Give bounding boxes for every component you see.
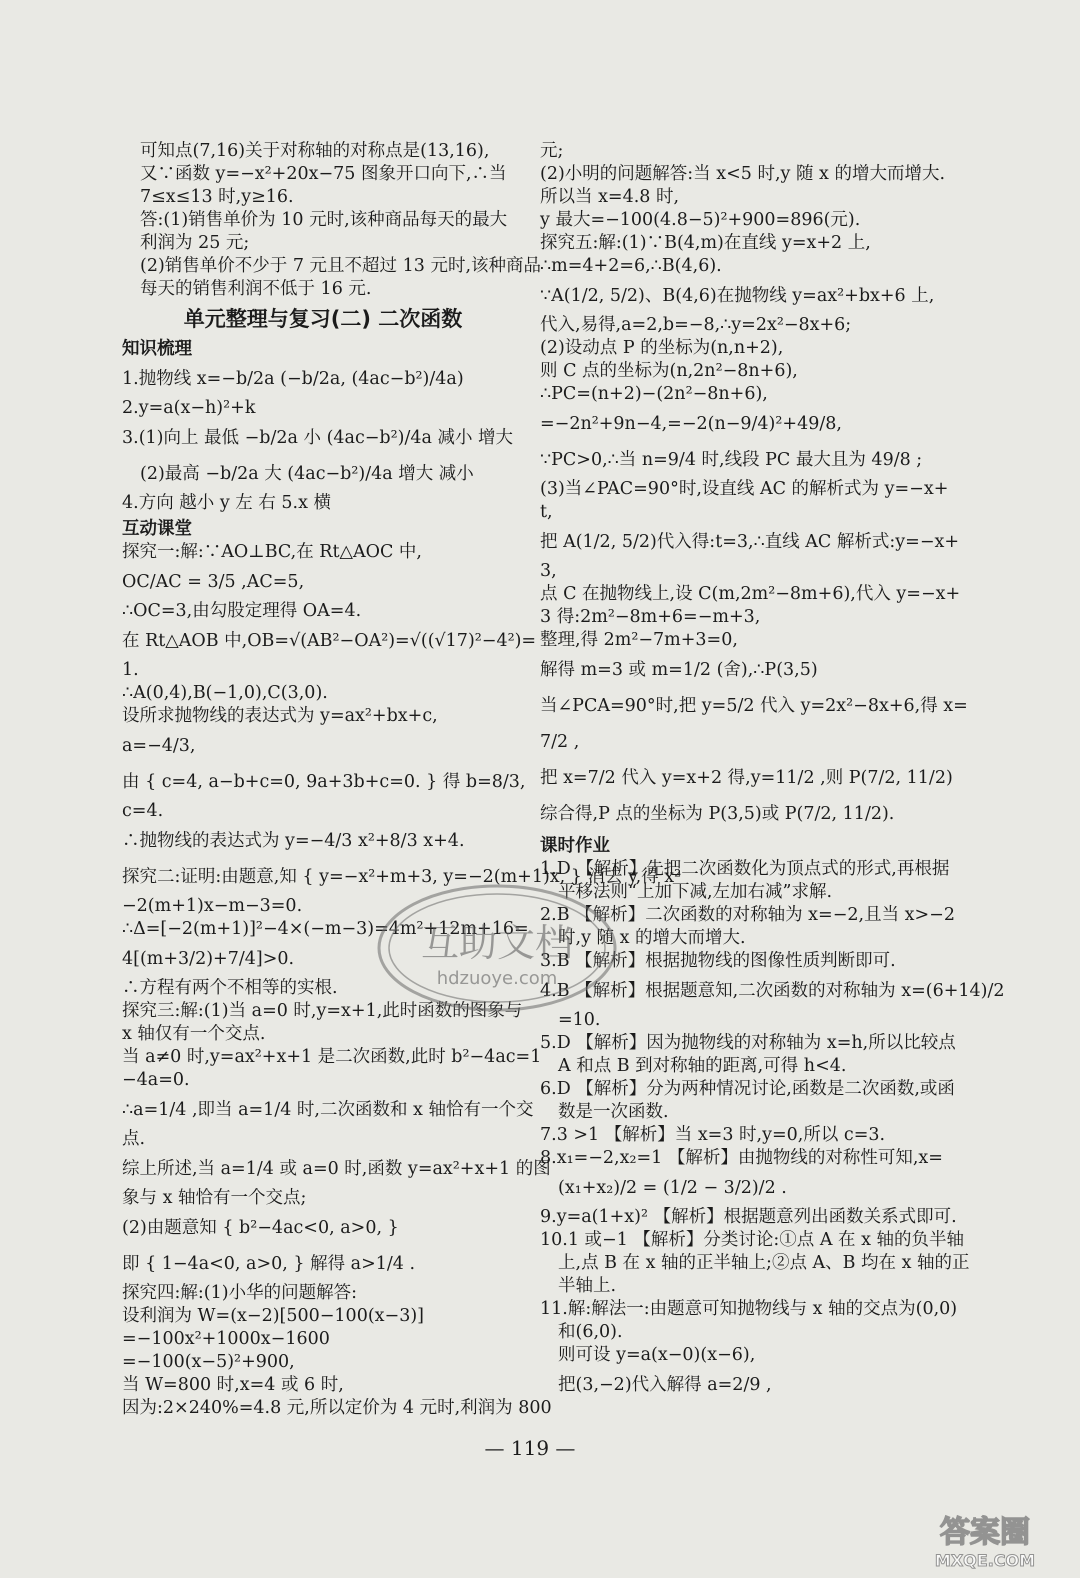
- right-line: A 和点 B 到对称轴的距离,可得 h<4.: [558, 1056, 847, 1076]
- right-line: 则可设 y=a(x−0)(x−6),: [558, 1345, 756, 1365]
- right-line: 2.B 【解析】二次函数的对称轴为 x=−2,且当 x>−2: [540, 905, 955, 925]
- left-line: =−100(x−5)²+900,: [122, 1352, 295, 1372]
- right-line: 3,: [540, 561, 557, 581]
- left-line: c=4.: [122, 801, 164, 821]
- left-line: 4[(m+3/2)+7/4]>0.: [122, 949, 295, 969]
- left-line: 当 W=800 时,x=4 或 6 时,: [122, 1375, 344, 1395]
- left-line: 7≤x≤13 时,y≥16.: [140, 187, 294, 207]
- left-line: x 轴仅有一个交点.: [122, 1024, 266, 1044]
- left-line: a=−4/3,: [122, 736, 196, 756]
- left-line: −2(m+1)x−m−3=0.: [122, 896, 303, 916]
- right-line: 把 A(1/2, 5/2)代入得:t=3,∴直线 AC 解析式:y=−x+: [540, 532, 960, 552]
- left-line: 利润为 25 元;: [140, 233, 250, 253]
- right-line: (3)当∠PAC=90°时,设直线 AC 的解析式为 y=−x+: [540, 479, 949, 499]
- left-line: ∴a=1/4 ,即当 a=1/4 时,二次函数和 x 轴恰有一个交: [122, 1100, 534, 1120]
- right-line: ∵PC>0,∴当 n=9/4 时,线段 PC 最大且为 49/8 ;: [540, 450, 923, 470]
- right-line: 5.D 【解析】因为抛物线的对称轴为 x=h,所以比较点: [540, 1033, 956, 1053]
- right-line: ∴PC=(n+2)−(2n²−8n+6),: [540, 384, 768, 404]
- right-line: t,: [540, 502, 553, 522]
- right-line: 解得 m=3 或 m=1/2 (舍),∴P(3,5): [540, 660, 818, 680]
- right-line: 时,y 随 x 的增大而增大.: [558, 928, 746, 948]
- right-line: (x₁+x₂)/2 = (1/2 − 3/2)/2 .: [558, 1178, 787, 1198]
- left-line: 答:(1)销售单价为 10 元时,该种商品每天的最大: [140, 210, 508, 230]
- left-line: 互动课堂: [122, 519, 192, 539]
- left-line: ∴抛物线的表达式为 y=−4/3 x²+8/3 x+4.: [122, 831, 465, 851]
- left-line: 设所求抛物线的表达式为 y=ax²+bx+c,: [122, 706, 438, 726]
- left-line: 探究三:解:(1)当 a=0 时,y=x+1,此时函数的图象与: [122, 1001, 523, 1021]
- left-line: ∴A(0,4),B(−1,0),C(3,0).: [122, 683, 328, 703]
- right-line: 3 得:2m²−8m+6=−m+3,: [540, 607, 761, 627]
- left-line: 单元整理与复习(二) 二次函数: [183, 307, 463, 331]
- left-line: 2.y=a(x−h)²+k: [122, 398, 256, 418]
- left-line: 在 Rt△AOB 中,OB=√(AB²−OA²)=√((√17)²−4²)=: [122, 631, 537, 651]
- left-line: ∴方程有两个不相等的实根.: [122, 978, 338, 998]
- left-line: 1.抛物线 x=−b/2a (−b/2a, (4ac−b²)/4a): [122, 369, 464, 389]
- right-line: ∵A(1/2, 5/2)、B(4,6)在抛物线 y=ax²+bx+6 上,: [540, 286, 935, 306]
- left-line: 点.: [122, 1129, 146, 1149]
- right-line: 探究五:解:(1)∵B(4,m)在直线 y=x+2 上,: [540, 233, 871, 253]
- right-line: 当∠PCA=90°时,把 y=5/2 代入 y=2x²−8x+6,得 x=: [540, 696, 968, 716]
- left-line: 即 { 1−4a<0, a>0, } 解得 a>1/4 .: [122, 1254, 416, 1274]
- left-line: OC/AC = 3/5 ,AC=5,: [122, 572, 305, 592]
- right-line: 7.3 >1 【解析】当 x=3 时,y=0,所以 c=3.: [540, 1125, 886, 1145]
- right-line: 整理,得 2m²−7m+3=0,: [540, 630, 738, 650]
- logo-text: 答案圈: [940, 1515, 1030, 1550]
- right-line: 7/2 ,: [540, 732, 580, 752]
- left-line: 知识梳理: [122, 339, 192, 359]
- right-line: y 最大=−100(4.8−5)²+900=896(元).: [540, 210, 861, 230]
- left-line: 又∵函数 y=−x²+20x−75 图象开口向下,∴当: [140, 164, 507, 184]
- left-line: 1.: [122, 660, 139, 680]
- page-number: — 119 —: [484, 1436, 576, 1460]
- right-line: 课时作业: [540, 836, 610, 856]
- right-line: 8.x₁=−2,x₂=1 【解析】由抛物线的对称性可知,x=: [540, 1148, 943, 1168]
- right-line: ∴m=4+2=6,∴B(4,6).: [540, 256, 722, 276]
- left-line: 探究四:解:(1)小华的问题解答:: [122, 1283, 357, 1303]
- left-line: (2)销售单价不少于 7 元且不超过 13 元时,该种商品: [140, 256, 542, 276]
- left-line: (2)由题意知 { b²−4ac<0, a>0, }: [122, 1218, 399, 1238]
- left-line: =−100x²+1000x−1600: [122, 1329, 330, 1349]
- right-line: 元;: [540, 141, 564, 161]
- right-line: 11.解:解法一:由题意可知抛物线与 x 轴的交点为(0,0): [540, 1299, 958, 1319]
- left-line: 设利润为 W=(x−2)[500−100(x−3)]: [122, 1306, 424, 1326]
- left-line: 由 { c=4, a−b+c=0, 9a+3b+c=0. } 得 b=8/3,: [122, 772, 526, 792]
- right-line: 3.B 【解析】根据抛物线的图像性质判断即可.: [540, 951, 896, 971]
- right-line: 把 x=7/2 代入 y=x+2 得,y=11/2 ,则 P(7/2, 11/2): [540, 768, 953, 788]
- left-line: ∴OC=3,由勾股定理得 OA=4.: [122, 601, 362, 621]
- left-line: 可知点(7,16)关于对称轴的对称点是(13,16),: [140, 141, 490, 161]
- right-line: 把(3,−2)代入解得 a=2/9 ,: [558, 1375, 772, 1395]
- watermark-url: hdzuoye.com: [436, 968, 558, 989]
- right-line: =−2n²+9n−4,=−2(n−9/4)²+49/8,: [540, 414, 842, 434]
- left-line: 4.方向 越小 y 左 右 5.x 横: [122, 493, 332, 513]
- right-column: [540, 140, 1005, 1403]
- right-line: 1.D 【解析】先把二次函数化为顶点式的形式,再根据: [540, 859, 950, 879]
- right-line: 4.B 【解析】根据题意知,二次函数的对称轴为 x=(6+14)/2: [540, 981, 1005, 1001]
- left-line: 探究二:证明:由题意,知 { y=−x²+m+3, y=−2(m+1)x, } 消去 y,得 x²: [122, 867, 682, 887]
- right-line: =10.: [558, 1010, 601, 1030]
- right-line: 6.D 【解析】分为两种情况讨论,函数是二次函数,或函: [540, 1079, 955, 1099]
- watermark-title: 互助文档: [420, 921, 574, 965]
- right-line: 所以当 x=4.8 时,: [540, 187, 680, 207]
- left-line: 综上所述,当 a=1/4 或 a=0 时,函数 y=ax²+x+1 的图: [122, 1159, 551, 1179]
- left-line: 探究一:解:∵AO⊥BC,在 Rt△AOC 中,: [122, 542, 422, 562]
- left-line: ∴Δ=[−2(m+1)]²−4×(−m−3)=4m²+12m+16=: [122, 919, 529, 939]
- right-line: 9.y=a(1+x)² 【解析】根据题意列出函数关系式即可.: [540, 1207, 957, 1227]
- left-line: (2)最高 −b/2a 大 (4ac−b²)/4a 增大 减小: [140, 464, 474, 484]
- right-line: 10.1 或−1 【解析】分类讨论:①点 A 在 x 轴的负半轴: [540, 1230, 965, 1250]
- left-line: 每天的销售利润不低于 16 元.: [140, 279, 372, 299]
- logo-url: MXQE.COM: [934, 1551, 1036, 1570]
- right-line: 平移法则“上加下减,左加右减”求解.: [558, 882, 833, 902]
- right-line: 综合得,P 点的坐标为 P(3,5)或 P(7/2, 11/2).: [540, 804, 895, 824]
- left-line: −4a=0.: [122, 1070, 190, 1090]
- left-line: 当 a≠0 时,y=ax²+x+1 是二次函数,此时 b²−4ac=1: [122, 1047, 542, 1067]
- right-line: 点 C 在抛物线上,设 C(m,2m²−8m+6),代入 y=−x+: [540, 584, 961, 604]
- site-logo: [900, 1508, 1070, 1572]
- right-line: 数是一次函数.: [558, 1102, 669, 1122]
- left-line: 象与 x 轴恰有一个交点;: [122, 1188, 307, 1208]
- left-line: 3.(1)向上 最低 −b/2a 小 (4ac−b²)/4a 减小 增大: [122, 428, 514, 448]
- right-line: 和(6,0).: [558, 1322, 623, 1342]
- right-line: 上,点 B 在 x 轴的正半轴上;②点 A、B 均在 x 轴的正: [558, 1253, 970, 1273]
- right-line: (2)设动点 P 的坐标为(n,n+2),: [540, 338, 784, 358]
- right-line: 代入,易得,a=2,b=−8,∴y=2x²−8x+6;: [540, 315, 852, 335]
- right-line: 半轴上.: [558, 1276, 617, 1296]
- right-line: 则 C 点的坐标为(n,2n²−8n+6),: [540, 361, 798, 381]
- right-line: (2)小明的问题解答:当 x<5 时,y 随 x 的增大而增大.: [540, 164, 946, 184]
- left-line: 因为:2×240%=4.8 元,所以定价为 4 元时,利润为 800: [122, 1398, 552, 1418]
